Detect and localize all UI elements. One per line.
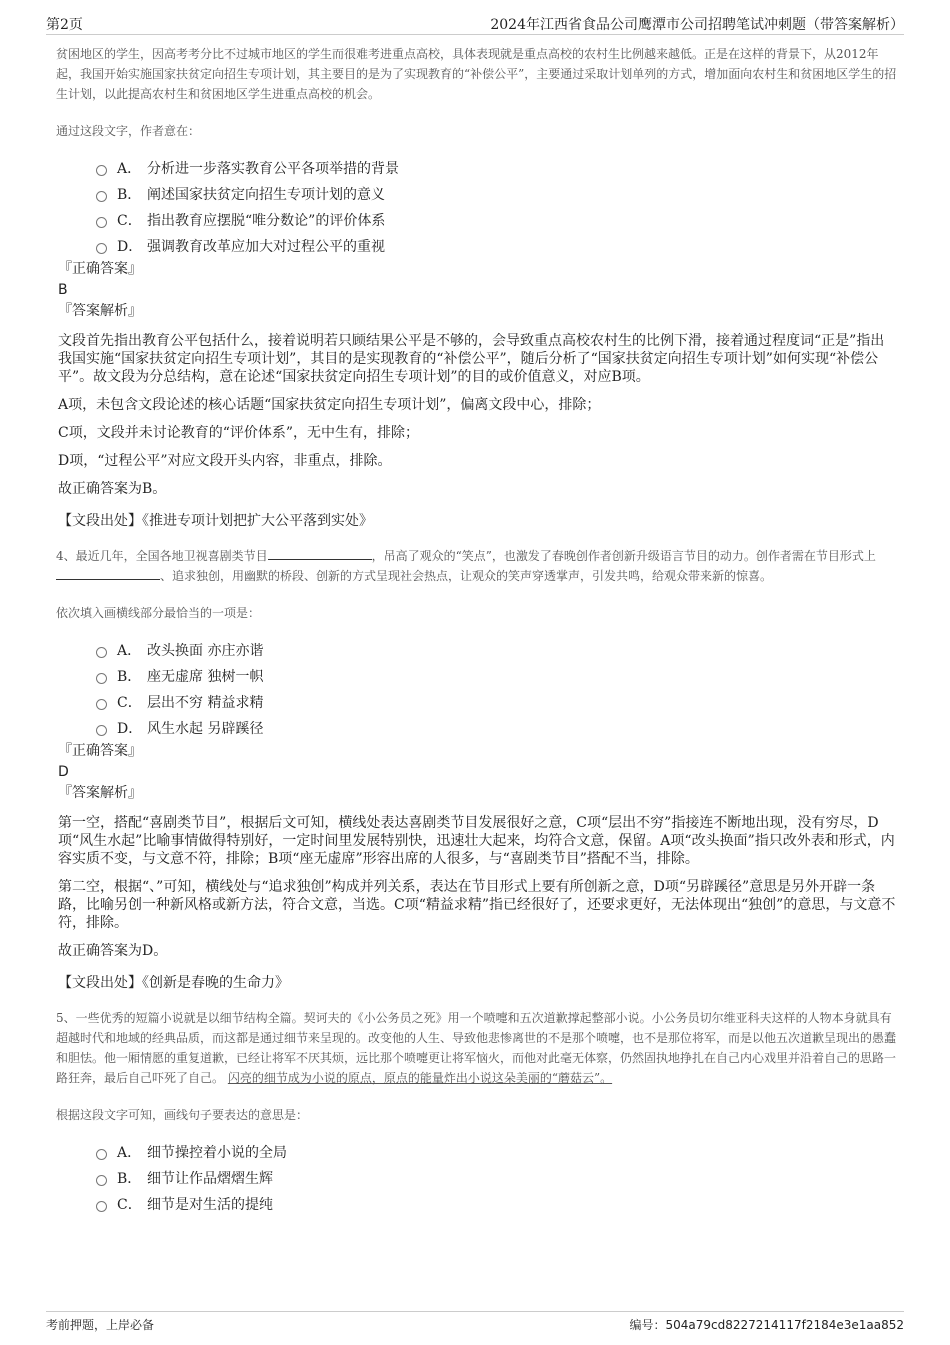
radio-icon[interactable] bbox=[96, 725, 107, 736]
q4-analysis-para: 第二空，根据“、”可知，横线处与“追求独创”构成并列关系，表达在节目形式上要有所创新之意，D项“另辟蹊径”意思是另外开辟一条路，比喻另创一种新风格或新方法，符合文意，当选。C项“精益求精”指已经很好了，还要求更好，无法体现出“独创”的意思，与文意不符，排除。 bbox=[58, 879, 896, 931]
radio-icon[interactable] bbox=[96, 647, 107, 658]
footer-slogan: 考前押题，上岸必备 bbox=[46, 1318, 155, 1332]
code-label: 编号： bbox=[629, 1318, 666, 1332]
q3-option-d[interactable] bbox=[96, 233, 898, 259]
option-text: 细节操控着小说的全局 bbox=[147, 1145, 287, 1161]
q4-source: 【文段出处】《创新是春晚的生命力》 bbox=[58, 975, 289, 991]
q3-analysis-para: 故正确答案为B。 bbox=[58, 481, 167, 497]
q5-passage bbox=[56, 1008, 898, 1088]
q4-option-b[interactable] bbox=[96, 663, 898, 689]
q5-prompt: 根据这段文字可知，画线句子要表达的意思是： bbox=[56, 1108, 309, 1122]
radio-icon[interactable] bbox=[96, 1175, 107, 1186]
option-letter: B． bbox=[117, 669, 142, 685]
option-text: 座无虚席 独树一帜 bbox=[147, 669, 264, 685]
main-content bbox=[56, 44, 898, 1217]
q3-option-c[interactable] bbox=[96, 207, 898, 233]
radio-icon[interactable] bbox=[96, 673, 107, 684]
option-text: 细节是对生活的提纯 bbox=[147, 1197, 273, 1213]
option-text: 改头换面 亦庄亦谐 bbox=[147, 643, 264, 659]
q4-passage bbox=[56, 546, 898, 586]
q4-option-a[interactable] bbox=[96, 637, 898, 663]
q5-option-b[interactable] bbox=[96, 1165, 898, 1191]
fill-blank bbox=[268, 547, 372, 560]
option-letter: B． bbox=[117, 187, 142, 203]
fill-blank bbox=[56, 567, 160, 580]
q3-analysis-para: D项，“过程公平”对应文段开头内容，非重点，排除。 bbox=[58, 453, 392, 469]
q4-analysis-para: 故正确答案为D。 bbox=[58, 943, 168, 959]
q4-analysis-para: 第一空，搭配“喜剧类节目”，根据后文可知，横线处表达喜剧类节目发展很好之意，C项“层出不穷”指接连不断地出现，没有穷尽，D项“风生水起”比喻事情做得特别好，一定时间里发展特别快，迅速壮大起来，均符合文意，保留。A项“改头换面”指只改外表和形式，内容实质不变，与文意不符，排除；B项“座无虚席”形容出席的人很多，与“喜剧类节目”搭配不当，排除。 bbox=[58, 815, 895, 867]
q3-option-b[interactable] bbox=[96, 181, 898, 207]
correct-answer-value: B bbox=[58, 282, 68, 298]
q3-source: 【文段出处】《推进专项计划把扩大公平落到实处》 bbox=[58, 513, 373, 529]
q5-option-c[interactable] bbox=[96, 1191, 898, 1217]
option-text: 层出不穷 精益求精 bbox=[147, 695, 264, 711]
option-text: 风生水起 另辟蹊径 bbox=[147, 721, 264, 737]
q5-option-a[interactable] bbox=[96, 1139, 898, 1165]
option-text: 细节让作品熠熠生辉 bbox=[147, 1171, 273, 1187]
option-letter: C． bbox=[117, 695, 142, 711]
q4-passage-part: ，吊高了观众的“笑点”，也激发了春晚创作者创新升级语言节目的动力。创作者需在节目形式上 bbox=[371, 549, 876, 563]
q5-options bbox=[96, 1139, 898, 1217]
q3-option-a[interactable] bbox=[96, 155, 898, 181]
q5-underlined-sentence: 闪亮的细节成为小说的原点，原点的能量炸出小说这朵美丽的“蘑菇云”。 bbox=[227, 1071, 613, 1085]
q3-analysis-para: A项，未包含文段论述的核心话题“国家扶贫定向招生专项计划”，偏离文段中心，排除； bbox=[58, 397, 601, 413]
radio-icon[interactable] bbox=[96, 1149, 107, 1160]
q3-passage: 贫困地区的学生，因高考考分比不过城市地区的学生而很难考进重点高校，具体表现就是重点高校的农村生比例越来越低。正是在这样的背景下，从2012年起，我国开始实施国家扶贫定向招生专项计划，其主要目的是为了实现教育的“补偿公平”，主要通过采取计划单列的方式，增加面向农村生和贫困地区学生的招生计划，以此提高农村生和贫困地区学生进重点高校的机会。 bbox=[56, 47, 897, 101]
option-letter: A． bbox=[117, 643, 142, 659]
option-text: 分析进一步落实教育公平各项举措的背景 bbox=[147, 161, 399, 177]
page-footer bbox=[46, 1311, 904, 1334]
option-letter: C． bbox=[117, 1197, 142, 1213]
q4-option-d[interactable] bbox=[96, 715, 898, 741]
radio-icon[interactable] bbox=[96, 191, 107, 202]
page-number: 第2页 bbox=[46, 17, 83, 33]
analysis-label: 『答案解析』 bbox=[58, 303, 142, 319]
radio-icon[interactable] bbox=[96, 1201, 107, 1212]
option-letter: A． bbox=[117, 161, 142, 177]
radio-icon[interactable] bbox=[96, 217, 107, 228]
correct-answer-label: 『正确答案』 bbox=[58, 261, 142, 277]
page-header bbox=[46, 12, 904, 35]
q4-answer-block bbox=[58, 741, 898, 804]
code-value: 504a79cd8227214117f2184e3e1aa852 bbox=[665, 1318, 904, 1332]
document-title: 2024年江西省食品公司鹰潭市公司招聘笔试冲刺题（带答案解析） bbox=[490, 17, 904, 33]
option-letter: C． bbox=[117, 213, 142, 229]
option-text: 强调教育改革应加大对过程公平的重视 bbox=[147, 239, 385, 255]
q3-answer-block bbox=[58, 259, 898, 322]
q3-prompt: 通过这段文字，作者意在： bbox=[56, 124, 201, 138]
q3-options bbox=[96, 155, 898, 259]
q4-option-c[interactable] bbox=[96, 689, 898, 715]
q4-passage-part: 、追求独创，用幽默的桥段、创新的方式呈现社会热点，让观众的笑声穿透掌声，引发共鸣，给观众带来新的惊喜。 bbox=[160, 569, 773, 583]
q3-analysis-para: 文段首先指出教育公平包括什么，接着说明若只顾结果公平是不够的，会导致重点高校农村生的比例下滑，接着通过程度词“正是”指出我国实施“国家扶贫定向招生专项计划”，其目的是实现教育的“补偿公平”，随后分析了“国家扶贫定向招生专项计划”如何实现“补偿公平”。故文段为分总结构，意在论述“国家扶贫定向招生专项计划”的目的或价值意义，对应B项。 bbox=[58, 333, 885, 385]
q5-passage-text: 5、一些优秀的短篇小说就是以细节结构全篇。契诃夫的《小公务员之死》用一个喷嚏和五次道歉撑起整部小说。小公务员切尔维亚科夫这样的人物本身就具有超越时代和地域的经典品质，而这都是通过细节来呈现的。改变他的人生、导致他悲惨离世的不是那个喷嚏，也不是那位将军，而是以他五次道歉呈现出的愚蠢和胆怯。他一厢情愿的重复道歉，已经让将军不厌其烦，远比那个喷嚏更让将军恼火，而他对此毫无体察，仍然固执地挣扎在自己内心戏里并沿着自己的思路一路狂奔，最后自己吓死了自己。 bbox=[56, 1011, 897, 1085]
correct-answer-value: D bbox=[58, 764, 69, 780]
radio-icon[interactable] bbox=[96, 243, 107, 254]
option-text: 阐述国家扶贫定向招生专项计划的意义 bbox=[147, 187, 385, 203]
q4-options bbox=[96, 637, 898, 741]
option-text: 指出教育应摆脱“唯分数论”的评价体系 bbox=[147, 213, 386, 229]
radio-icon[interactable] bbox=[96, 165, 107, 176]
radio-icon[interactable] bbox=[96, 699, 107, 710]
document-code bbox=[629, 1316, 904, 1333]
q4-prompt: 依次填入画横线部分最恰当的一项是： bbox=[56, 606, 261, 620]
option-letter: B． bbox=[117, 1171, 142, 1187]
q3-analysis-para: C项，文段并未讨论教育的“评价体系”，无中生有，排除； bbox=[58, 425, 420, 441]
correct-answer-label: 『正确答案』 bbox=[58, 743, 142, 759]
analysis-label: 『答案解析』 bbox=[58, 785, 142, 801]
option-letter: D． bbox=[117, 721, 143, 737]
option-letter: A． bbox=[117, 1145, 142, 1161]
q4-passage-part: 4、最近几年，全国各地卫视喜剧类节目 bbox=[56, 549, 268, 563]
option-letter: D． bbox=[117, 239, 143, 255]
